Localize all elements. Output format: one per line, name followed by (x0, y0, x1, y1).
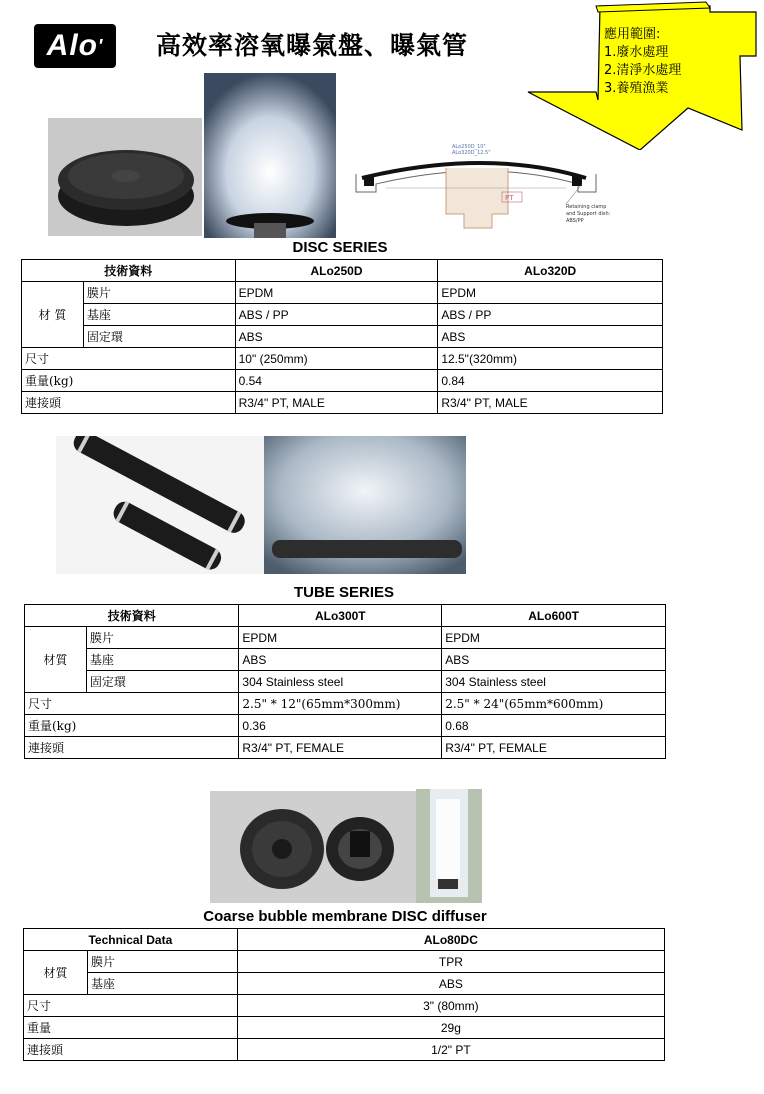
cell-value: ABS (438, 326, 663, 348)
row-label: 尺寸 (22, 348, 236, 370)
row-label: 膜片 (87, 951, 237, 973)
cell-value: 1/2" PT (237, 1039, 664, 1061)
coarse-series-title: Coarse bubble membrane DISC diffuser (203, 908, 487, 925)
diagram-label: and Support dish: (566, 211, 611, 217)
row-label: 尺寸 (24, 995, 238, 1017)
logo-text: Alo (46, 29, 98, 62)
coarse-diffuser-photo (210, 791, 416, 903)
coarse-spec-table (23, 928, 665, 1061)
disc-bubbles-photo (204, 73, 336, 238)
cell-value: 0.68 (442, 715, 666, 737)
model-header: ALo300T (239, 605, 442, 627)
material-label: 材質 (25, 627, 87, 693)
cell-value: ABS (442, 649, 666, 671)
page-title: 高效率溶氧曝氣盤、曝氣管 (156, 31, 469, 60)
row-label: 基座 (86, 649, 239, 671)
material-label: 材 質 (22, 282, 84, 348)
coarse-bubbles-photo (416, 789, 482, 903)
row-label: 重量(kg) (22, 370, 236, 392)
disc-diffuser-photo (48, 118, 202, 236)
cell-value: 304 Stainless steel (442, 671, 666, 693)
application-list (604, 26, 681, 98)
tube-spec-table (24, 604, 666, 759)
cell-value: 3" (80mm) (237, 995, 664, 1017)
diagram-label: ABS/PP (566, 218, 584, 224)
row-label: 重量 (24, 1017, 238, 1039)
disc-cross-section-diagram (346, 138, 636, 234)
row-label: 基座 (87, 973, 237, 995)
cell-value: TPR (237, 951, 664, 973)
tube-series-title: TUBE SERIES (293, 584, 395, 601)
model-header: ALo250D (235, 260, 438, 282)
header-cell: 技術資料 (25, 605, 239, 627)
cell-value: R3/4" PT, MALE (235, 392, 438, 414)
cell-value: 10" (250mm) (235, 348, 438, 370)
material-label: 材質 (24, 951, 88, 995)
header-cell: 技術資料 (22, 260, 236, 282)
cell-value: EPDM (442, 627, 666, 649)
tube-bubbles-photo (264, 436, 466, 574)
row-label: 膜片 (83, 282, 235, 304)
cell-value: 2.5" * 24"(65mm*600mm) (442, 693, 666, 715)
cell-value: R3/4" PT, FEMALE (239, 737, 442, 759)
model-header: ALo320D (438, 260, 663, 282)
cell-value: 304 Stainless steel (239, 671, 442, 693)
cell-value: ABS (235, 326, 438, 348)
diagram-label: PT (505, 194, 514, 202)
cell-value: 29g (237, 1017, 664, 1039)
model-header: ALo80DC (237, 929, 664, 951)
row-label: 連接頭 (24, 1039, 238, 1061)
row-label: 尺寸 (25, 693, 239, 715)
row-label: 重量(kg) (25, 715, 239, 737)
cell-value: 0.36 (239, 715, 442, 737)
diagram-label: ALo320D_12.5" (452, 150, 491, 156)
cell-value: EPDM (438, 282, 663, 304)
cell-value: ABS / PP (235, 304, 438, 326)
brand-logo: Alo′ (34, 24, 116, 68)
row-label: 基座 (83, 304, 235, 326)
row-label: 連接頭 (22, 392, 236, 414)
model-header: ALo600T (442, 605, 666, 627)
cell-value: 0.84 (438, 370, 663, 392)
callout-line: 應用範圍: (604, 27, 661, 42)
tube-diffuser-photo (56, 436, 264, 574)
cell-value: 0.54 (235, 370, 438, 392)
cell-value: R3/4" PT, FEMALE (442, 737, 666, 759)
row-label: 固定環 (86, 671, 239, 693)
disc-spec-table (21, 259, 663, 414)
callout-line: 3.養殖漁業 (604, 81, 669, 96)
cell-value: ABS / PP (438, 304, 663, 326)
cell-value: EPDM (239, 627, 442, 649)
cell-value: ABS (237, 973, 664, 995)
cell-value: EPDM (235, 282, 438, 304)
cell-value: R3/4" PT, MALE (438, 392, 663, 414)
row-label: 固定環 (83, 326, 235, 348)
callout-line: 2.清淨水處理 (604, 63, 682, 78)
row-label: 膜片 (86, 627, 239, 649)
disc-series-title: DISC SERIES (292, 239, 388, 256)
cell-value: 2.5" * 12"(65mm*300mm) (239, 693, 442, 715)
cell-value: 12.5"(320mm) (438, 348, 663, 370)
row-label: 連接頭 (25, 737, 239, 759)
header-cell: Technical Data (24, 929, 238, 951)
diagram-label: Retaining clamp (566, 204, 607, 210)
callout-line: 1.廢水處理 (604, 45, 669, 60)
cell-value: ABS (239, 649, 442, 671)
diagram-label: ALo250D_10" (452, 144, 486, 150)
